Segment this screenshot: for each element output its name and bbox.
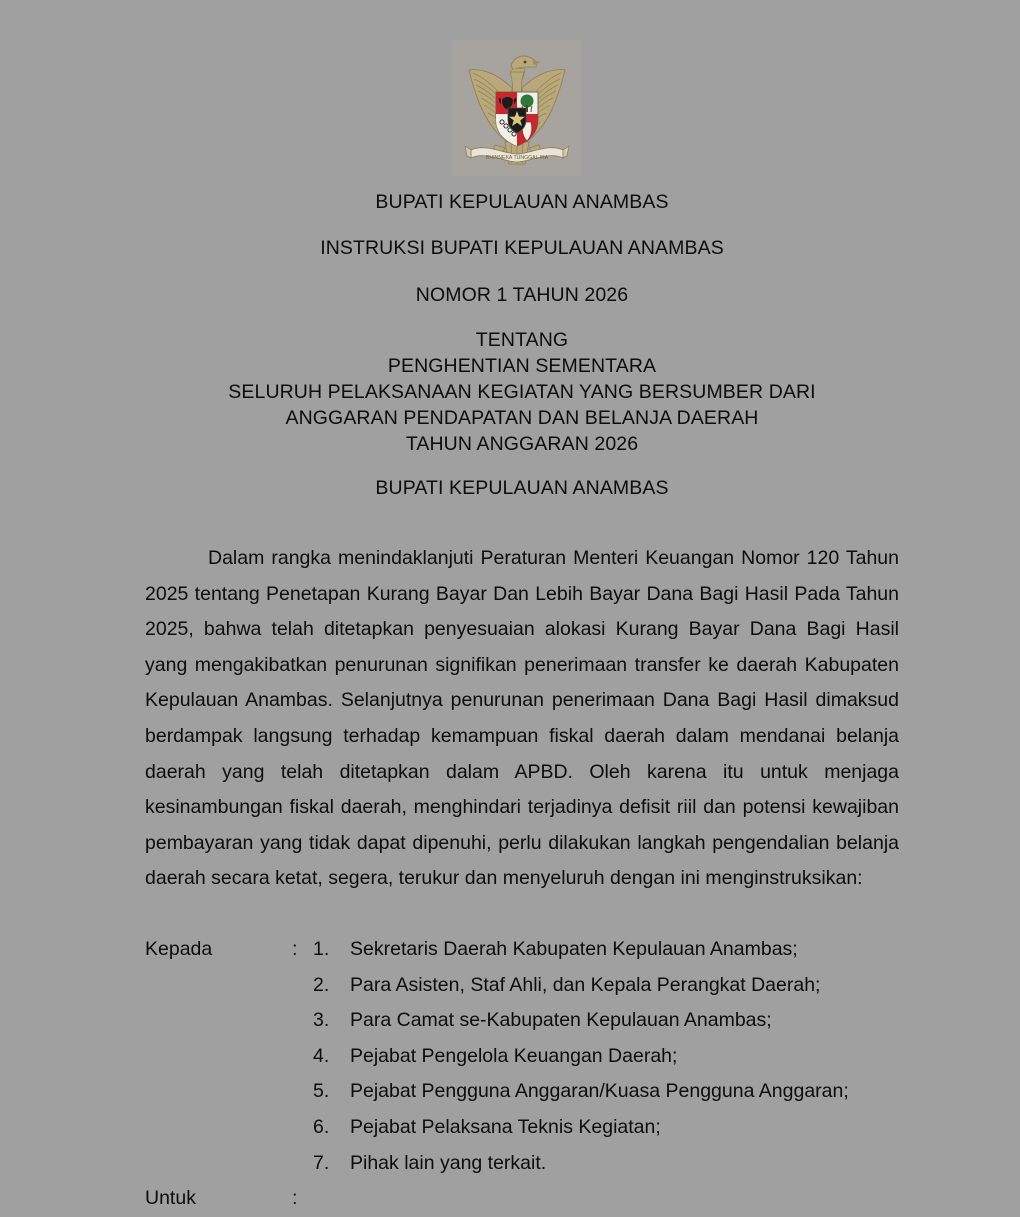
list-item-number: 3.	[313, 1009, 330, 1032]
list-item-label: Pejabat Pengguna Anggaran/Kuasa Pengguna Anggaran;	[350, 1080, 849, 1103]
garuda-pancasila-emblem	[453, 40, 581, 176]
kepada-label: Kepada	[145, 938, 213, 960]
list-item	[313, 1110, 899, 1146]
document-type-heading: INSTRUKSI BUPATI KEPULAUAN ANAMBAS	[320, 237, 724, 259]
untuk-section	[145, 1181, 899, 1217]
motto-text: BHINNEKA TUNGGAL IKA	[485, 155, 549, 161]
about-label: TENTANG	[475, 329, 569, 351]
untuk-label: Untuk	[145, 1187, 196, 1209]
document-title-block	[145, 331, 899, 461]
kepada-row	[145, 932, 899, 1181]
document-number: NOMOR 1 TAHUN 2026	[415, 284, 629, 306]
list-item	[313, 1074, 899, 1110]
list-item	[313, 1039, 899, 1075]
list-item-label: Pihak lain yang terkait.	[350, 1151, 547, 1174]
list-item	[313, 1146, 899, 1182]
list-item-number: 2.	[313, 973, 330, 996]
list-item-number: 1.	[313, 938, 330, 960]
office-heading: BUPATI KEPULAUAN ANAMBAS	[375, 191, 669, 213]
preamble-paragraph: Dalam rangka menindaklanjuti Peraturan Menteri Keuangan Nomor 120 Tahun 2025 tentang Penetapan Kurang Bayar Dan Lebih Bayar Dana Bagi Hasil Pada Tahun 2025, bahwa telah ditetapkan penyesuaian alokasi Kurang Bayar Dana Bagi Hasil yang mengakibatkan penurunan signifikan penerimaan transfer ke daerah Kabupaten Kepulauan Anambas. Selanjutnya penurunan penerimaan Dana Bagi Hasil dimaksud berdampak langsung terhadap kemampuan fiskal daerah dalam mendanai belanja daerah yang telah ditetapkan dalam APBD. Oleh karena itu untuk menjaga kesinambungan fiskal daerah, menghindari terjadinya defisit riil dan potensi kewajiban pembayaran yang tidak dapat dipenuhi, perlu dilakukan langkah pengendalian belanja daerah secara ketat, segera, terukur dan menyeluruh dengan ini menginstruksikan:	[145, 547, 899, 890]
title-line-2: SELURUH PELAKSANAAN KEGIATAN YANG BERSUMBER DARI	[228, 381, 816, 403]
kepada-list	[313, 932, 899, 1181]
untuk-row	[145, 1181, 899, 1217]
list-item-number: 5.	[313, 1080, 330, 1103]
list-item-label: Pejabat Pelaksana Teknis Kegiatan;	[350, 1115, 661, 1138]
list-item-number: 7.	[313, 1151, 330, 1174]
list-item-label: Sekretaris Daerah Kabupaten Kepulauan Anambas;	[350, 938, 798, 960]
list-item-label: Para Camat se-Kabupaten Kepulauan Anambas;	[350, 1009, 772, 1032]
list-item	[313, 932, 899, 968]
garuda-emblem-svg	[455, 42, 579, 174]
kepada-colon: :	[292, 938, 298, 960]
list-item	[313, 968, 899, 1004]
untuk-colon: :	[292, 1187, 298, 1209]
title-line-3: ANGGARAN PENDAPATAN DAN BELANJA DAERAH	[285, 407, 759, 429]
list-item-number: 6.	[313, 1115, 330, 1138]
list-item-label: Pejabat Pengelola Keuangan Daerah;	[350, 1044, 678, 1067]
signatory-heading: BUPATI KEPULAUAN ANAMBAS	[375, 477, 669, 499]
title-line-4: TAHUN ANGGARAN 2026	[405, 433, 639, 455]
list-item	[313, 1003, 899, 1039]
kepada-section	[145, 932, 899, 1181]
list-item-number: 4.	[313, 1044, 330, 1067]
list-item-label: Para Asisten, Staf Ahli, dan Kepala Perangkat Daerah;	[350, 973, 821, 996]
title-line-1: PENGHENTIAN SEMENTARA	[387, 355, 657, 377]
